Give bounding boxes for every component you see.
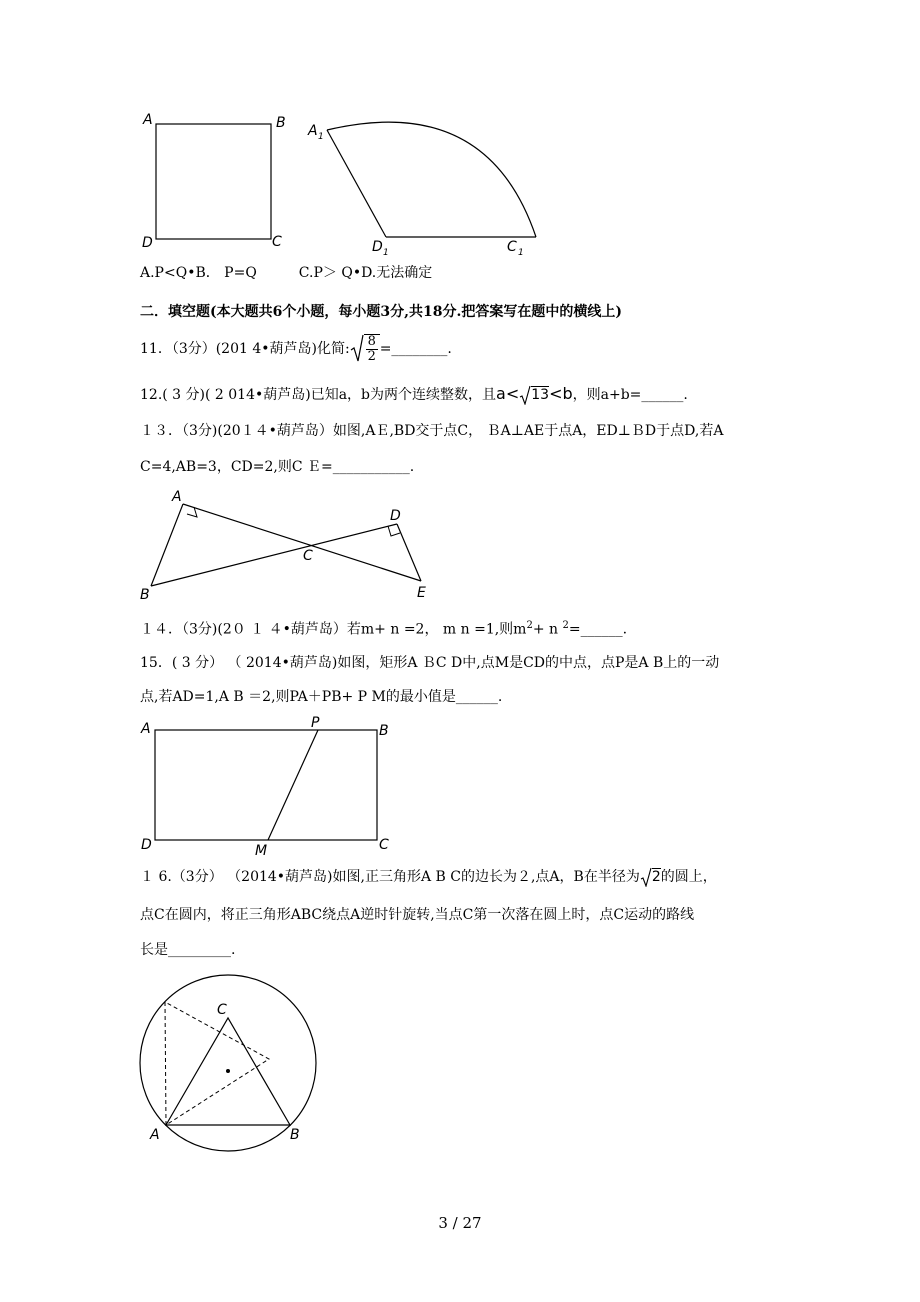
label-c: C [272,234,282,250]
label-c: C [303,548,313,564]
question-16-line3: 长是_________. [140,942,236,958]
sqrt-sign-icon [519,385,531,405]
fraction: $\frac{8}{2}$ [364,334,380,364]
svg-text:1: 1 [318,132,324,142]
label-d: D [390,508,401,524]
label-a: A [141,721,151,737]
figure-square-abcd [138,110,298,255]
question-13-line1: １３．（3分)(20１４•葫芦岛）如图,AＥ,BD交于点C， ＢA⊥AE于点A，ED⊥ＢD于点D,若A [140,423,724,439]
label-a1: A [308,123,318,139]
figure-sector [305,108,535,258]
label-m: M [255,843,268,859]
question-13-line2: C=4,AB=3，CD=2,则C Ｅ=___________. [140,459,415,475]
label-a: A [143,112,153,128]
section-2-title: 二．填空题(本大题共6个小题，每小题3分,共18分.把答案写在题中的横线上) [140,304,622,320]
label-b: B [290,1127,300,1143]
label-e: E [417,585,426,601]
question-15-line1: 15．( 3 分） （ 2014•葫芦岛)如图，矩形A ＢC D中,点M是CD的中点，点P是A B上的一动 [140,655,720,671]
label-d1: D [372,239,383,255]
question-12: 12.( 3 分)( 2 014•葫芦岛)已知a，b为两个连续整数，且a< 13<b，则a+b=______. [140,384,688,403]
label-c: C [217,1002,227,1018]
sqrt-sign-icon [640,867,652,887]
label-b: B [379,723,389,739]
label-p: P [311,715,320,731]
figure-circle-triangle [135,985,335,1145]
label-b: B [140,587,150,603]
label-c1: C [507,239,517,255]
label-a: A [150,1127,160,1143]
q10-options: A.P<Q•B． P=Q C.P＞ Q•D.无法确定 [140,265,433,281]
label-b: B [276,115,286,131]
question-11: 11．（3分）(201 4•葫芦岛)化简: $\frac{8}{2}$ =________. [140,334,452,364]
label-d: D [142,235,153,251]
svg-text:1: 1 [518,248,524,258]
label-a: A [172,489,182,505]
question-16-line1: １ 6.（3分） （2014•葫芦岛)如图,正三角形A B C的边长为２,点A，B在半径为 2的圆上， [140,869,717,885]
label-c: C [379,837,389,853]
label-d: D [141,837,152,853]
figure-rectangle-pm [138,712,398,862]
question-16-line2: 点C在圆内，将正三角形ABC绕点A逆时针旋转,当点C第一次落在圆上时，点C运动的路线 [140,907,695,923]
question-15-line2: 点,若AD=1,A B ＝2,则PA＋PB+ P M的最小值是______. [140,689,503,705]
svg-text:1: 1 [383,248,389,258]
figure-crossing-triangles [135,485,435,605]
sqrt-sign-icon [350,334,364,364]
question-14: １４．（3分)(2０ １ ４•葫芦岛）若m+ n =2， m n =1,则$m^2+ n$ $^2$=______. [140,620,628,638]
page-number: 3 / 27 [438,1214,482,1232]
